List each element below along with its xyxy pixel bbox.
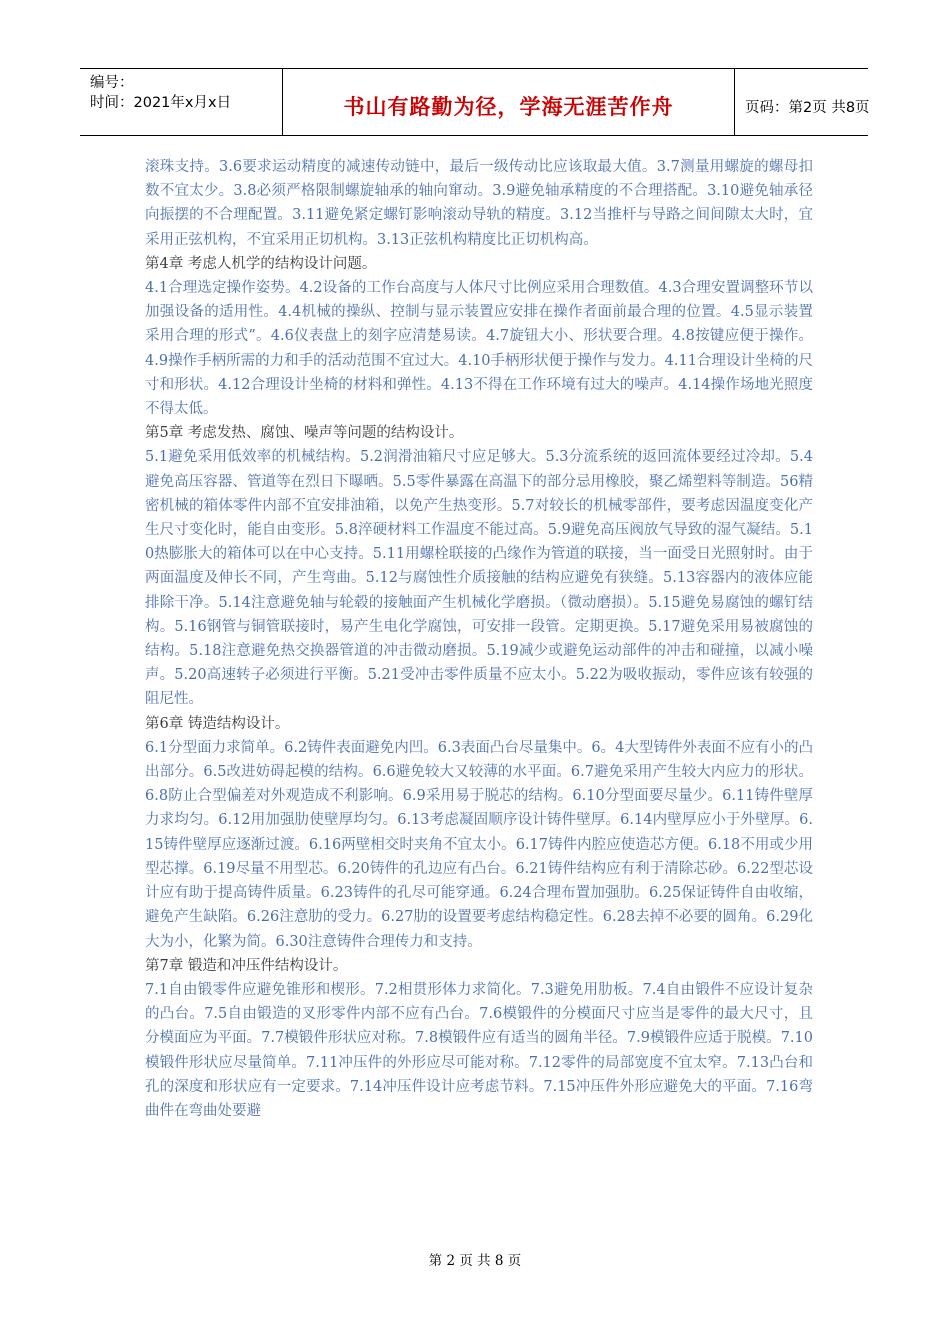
page-header xyxy=(80,68,868,136)
paragraph: 滚珠支持。3.6要求运动精度的减速传动链中，最后一级传动比应该取最大值。3.7测量用螺旋的螺母扣数不宜太少。3.8必须严格限制螺旋轴承的轴向窜动。3.9避免轴承精度的不合理搭配。3.10避免轴承径向振摆的不合理配置。3.11避免紧定螺钉影响滚动导轨的精度。3.12当推杆与导路之间间隙太大时，宜采用正弦机构，不宜采用正切机构。3.13正弦机构精度比正切机构高。 xyxy=(145,159,813,248)
page-footer: 第 2 页 共 8 页 xyxy=(428,1253,522,1269)
chapter-heading: 第6章 铸造结构设计。 xyxy=(145,715,290,732)
header-page-number: 页码：第2页 共8页 xyxy=(745,100,870,116)
paragraph: 6.1分型面力求简单。6.2铸件表面避免内凹。6.3表面凸台尽量集中。6。4大型铸件外表面不应有小的凸出部分。6.5改进妨碍起模的结构。6.6避免较大又较薄的水平面。6.7避免采用产生较大内应力的形状。6.8防止合型偏差对外观造成不利影响。6.9采用易于脱芯的结构。6.10分型面要尽量少。6.11铸件壁厚力求均匀。6.12用加强肋使壁厚均匀。6.13考虑凝固顺序设计铸件壁厚。6.14内壁厚应小于外壁厚。6.15铸件壁厚应逐渐过渡。6.16两壁相交时夹角不宜太小。6.17铸件内腔应使造芯方便。6.18不用或少用型芯撑。6.19尽量不用型芯。6.20铸件的孔边应有凸台。6.21铸件结构应有利于清除芯砂。6.22型芯设计应有助于提高铸件质量。6.23铸件的孔尽可能穿通。6.24合理布置加强肋。6.25保证铸件自由收缩，避免产生缺陷。6.26注意肋的受力。6.27肋的设置要考虑结构稳定性。6.28去掉不必要的圆角。6.29化大为小，化繁为简。6.30注意铸件合理传力和支持。 xyxy=(145,739,813,950)
header-motto: 书山有路勤为径，学海无涯苦作舟 xyxy=(343,95,674,119)
chapter-heading: 第4章 考虑人机学的结构设计问题。 xyxy=(145,255,377,272)
document-body xyxy=(145,155,813,1123)
header-page-cell xyxy=(735,69,868,135)
paragraph: 7.1自由锻零件应避免锥形和楔形。7.2相贯形体力求简化。7.3避免用肋板。7.4自由锻件不应设计复杂的凸台。7.5自由锻造的叉形零件内部不应有凸台。7.6模锻件的分模面尺寸应当是零件的最大尺寸，且分模面应为平面。7.7模锻件形状应对称。7.8模锻件应有适当的圆角半径。7.9模锻件应适于脱模。7.10模锻件形状应尽量简单。7.11冲压件的外形应尽可能对称。7.12零件的局部宽度不宜太窄。7.13凸台和孔的深度和形状应有一定要求。7.14冲压件设计应考虑节料。7.15冲压件外形应避免大的平面。7.16弯曲件在弯曲处要避 xyxy=(145,981,813,1119)
paragraph: 4.1合理选定操作姿势。4.2设备的工作台高度与人体尺寸比例应采用合理数值。4.3合理安置调整环节以加强设备的适用性。4.4机械的操纵、控制与显示装置应安排在操作者面前最合理的位置。4.5显示装置采用合理的形式”。4.6仪表盘上的刻字应清楚易读。4.7旋钮大小、形状要合理。4.8按键应便于操作。4.9操作手柄所需的力和手的活动范围不宜过大。4.10手柄形状便于操作与发力。4.11合理设计坐椅的尺寸和形状。4.12合理设计坐椅的材料和弹性。4.13不得在工作环境有过大的噪声。4.14操作场地光照度不得太低。 xyxy=(145,280,813,418)
header-info-cell xyxy=(80,69,282,135)
document-date-label: 时间：2021年x月x日 xyxy=(90,95,232,111)
chapter-heading: 第7章 锻造和冲压件结构设计。 xyxy=(145,957,348,974)
paragraph: 5.1避免采用低效率的机械结构。5.2润滑油箱尺寸应足够大。5.3分流系统的返回流体要经过冷却。5.4避免高压容器、管道等在烈日下曝晒。5.5零件暴露在高温下的部分忌用橡胶，聚乙烯塑料等制造。56精密机械的箱体零件内部不宜安排油箱，以免产生热变形。5.7对较长的机械零部件，要考虑因温度变化产生尺寸变化时，能自由变形。5.8淬硬材料工作温度不能过高。5.9避免高压阀放气导致的湿气凝结。5.10热膨胀大的箱体可以在中心支持。5.11用螺栓联接的凸缘作为管道的联接，当一面受日光照射时。由于两面温度及伸长不同，产生弯曲。5.12与腐蚀性介质接触的结构应避免有狭缝。5.13容器内的液体应能排除干净。5.14注意避免轴与轮毂的接触面产生机械化学磨损。（微动磨损）。5.15避免易腐蚀的螺钉结构。5.16钢管与铜管联接时，易产生电化学腐蚀，可安排一段管。定期更换。5.17避免采用易被腐蚀的结构。5.18注意避免热交换器管道的冲击微动磨损。5.19减少或避免运动部件的冲击和碰撞，以减小噪声。5.20高速转子必须进行平衡。5.21受冲击零件质量不应太小。5.22为吸收振动，零件应该有较强的阻尼性。 xyxy=(145,449,813,708)
header-motto-cell xyxy=(282,69,735,135)
chapter-heading: 第5章 考虑发热、腐蚀、噪声等问题的结构设计。 xyxy=(145,425,464,442)
document-number-label: 编号： xyxy=(90,75,134,91)
